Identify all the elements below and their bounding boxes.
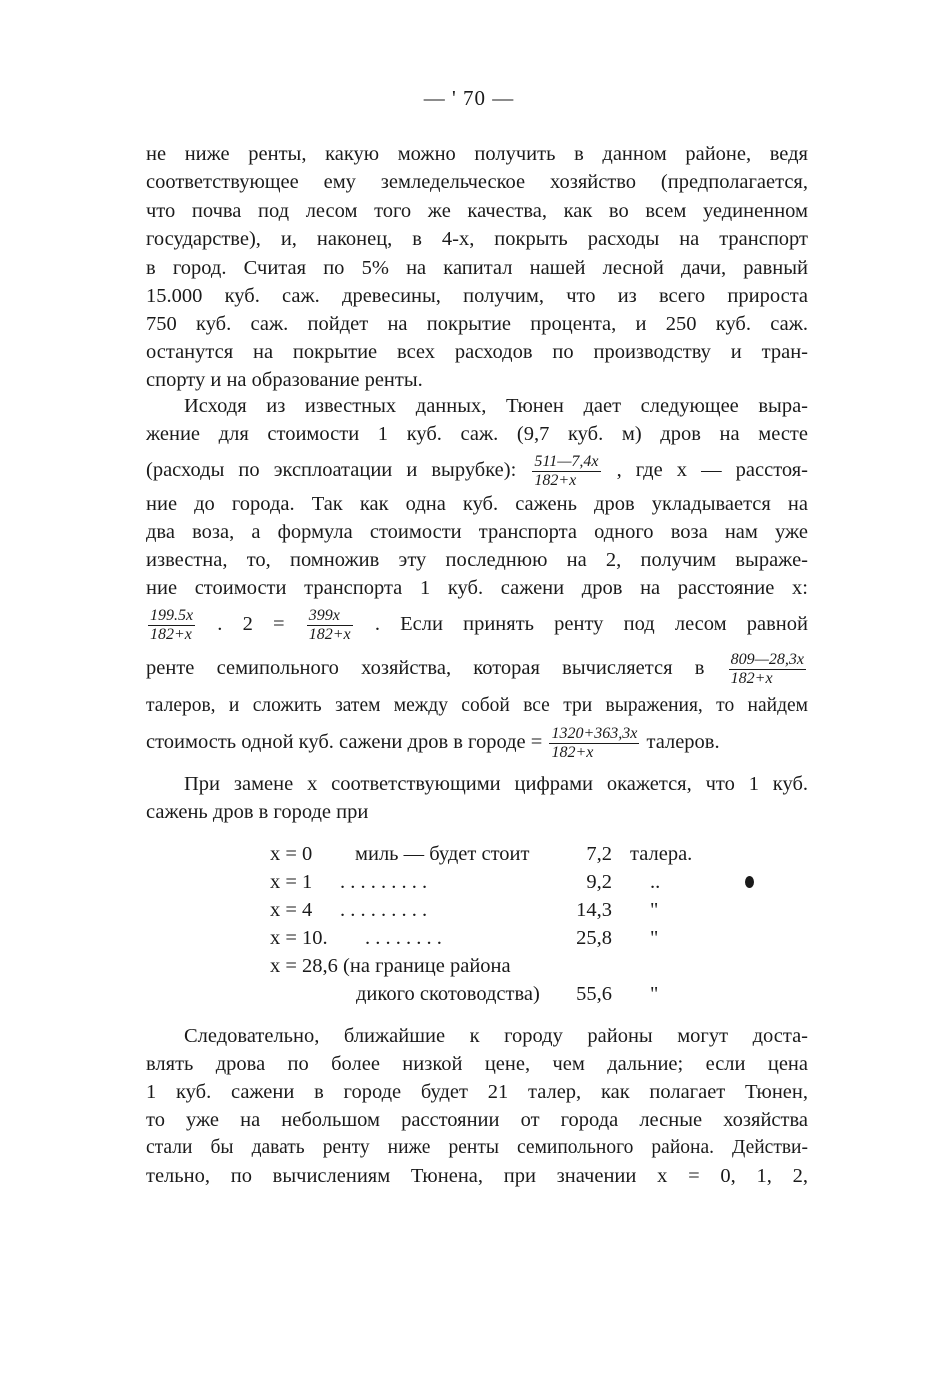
formula-line bbox=[146, 722, 808, 762]
table-cell-mid: дикого скотоводства) bbox=[356, 983, 540, 1005]
text-line: останутся на покрытие всех расходов по производству и тран- bbox=[146, 341, 808, 363]
table-cell-value: 14,3 bbox=[576, 899, 612, 921]
table-cell-x: x = 4 bbox=[270, 899, 313, 921]
fraction-transport bbox=[148, 607, 195, 644]
text-line: ние до города. Так как одна куб. сажень дров укладывается на bbox=[146, 493, 808, 515]
table-cell-unit: " bbox=[650, 899, 659, 921]
fraction-rent bbox=[729, 651, 806, 688]
text-line: сажень дров в городе при bbox=[146, 801, 369, 823]
table-cell-mid: . . . . . . . . . bbox=[340, 899, 428, 921]
page-number: — ' 70 — bbox=[423, 86, 515, 110]
text-line: При замене x соответствующими цифрами окажется, что 1 куб. bbox=[184, 773, 808, 795]
fraction-numerator: 1320+363,3x bbox=[551, 724, 638, 742]
text-line: соответствующее ему земледельческое хозяйство (предполагается, bbox=[146, 171, 808, 193]
fraction-denominator: 182+x bbox=[308, 625, 351, 643]
text-line: влять дрова по более низкой цене, чем дальние; если цена bbox=[146, 1053, 808, 1075]
text-line: 1 куб. сажени в городе будет 21 талер, как полагает Тюнен, bbox=[146, 1081, 808, 1103]
table-cell-unit: " bbox=[650, 983, 659, 1005]
fraction-numerator: 199.5x bbox=[150, 606, 194, 624]
text-line: не ниже ренты, какую можно получить в данном районе, ведя bbox=[146, 143, 808, 165]
table-cell-value: 9,2 bbox=[586, 871, 612, 893]
formula-text: . 2 = bbox=[217, 613, 285, 635]
formula-line bbox=[146, 604, 808, 644]
fraction-denominator: 182+x bbox=[551, 743, 594, 761]
formula-text: (расходы по эксплоатации и вырубке): bbox=[146, 459, 517, 481]
table-cell-unit: .. bbox=[650, 871, 661, 893]
formula-line bbox=[146, 648, 808, 688]
table-cell-x: x = 10. bbox=[270, 927, 328, 949]
text-line: Следовательно, ближайшие к городу районы могут доста- bbox=[184, 1025, 808, 1047]
text-line: 750 куб. саж. пойдет на покрытие процента, и 250 куб. саж. bbox=[146, 313, 808, 335]
fraction-cost bbox=[532, 453, 600, 490]
fraction-numerator: 809—28,3x bbox=[730, 650, 804, 668]
formula-text: ренте семипольного хозяйства, которая вычисляется в bbox=[146, 657, 705, 679]
text-line: два воза, а формула стоимости транспорта одного воза нам уже bbox=[146, 521, 808, 543]
formula-text: . Если принять ренту под лесом равной bbox=[374, 613, 808, 635]
text-line: ние стоимости транспорта 1 куб. сажени дров на расстояние x: bbox=[146, 577, 808, 599]
text-line: государстве), и, наконец, в 4-х, покрыть расходы на транспорт bbox=[146, 228, 808, 250]
fraction-numerator: 511—7,4x bbox=[534, 452, 599, 470]
text-line: талеров, и сложить затем между собой все три выражения, то найдем bbox=[146, 695, 808, 716]
table-cell-x: x = 28,6 (на границе района bbox=[270, 955, 511, 977]
formula-text: , где x — расстоя- bbox=[616, 459, 809, 481]
table-cell-x: x = 0 bbox=[270, 843, 313, 865]
text-line: то уже на небольшом расстоянии от города лесные хозяйства bbox=[146, 1109, 808, 1131]
table-cell-unit: талера. bbox=[630, 843, 693, 865]
fraction-numerator: 399x bbox=[307, 607, 353, 626]
fraction-denominator: 182+x bbox=[730, 669, 773, 687]
text-line: стали бы давать ренту ниже ренты семипольного района. Действи- bbox=[146, 1137, 808, 1158]
table-cell-mid: . . . . . . . . . bbox=[340, 871, 428, 893]
text-line: жение для стоимости 1 куб. саж. (9,7 куб. м) дров на месте bbox=[146, 423, 808, 445]
fraction-denominator: 182+x bbox=[150, 625, 192, 643]
fraction-transport-total bbox=[307, 607, 353, 644]
text-line: Исходя из известных данных, Тюнен дает следующее выра- bbox=[184, 395, 808, 417]
text-line: известна, то, помножив эту последнюю на 2, получим выраже- bbox=[146, 549, 808, 571]
table-cell-mid: . . . . . . . . bbox=[365, 927, 442, 949]
text-line: что почва под лесом того же качества, как во всем уединенном bbox=[146, 200, 808, 222]
text-line: тельно, по вычислениям Тюнена, при значении x = 0, 1, 2, bbox=[146, 1165, 808, 1187]
text-line: спорту и на образование ренты. bbox=[146, 369, 423, 391]
formula-text: талеров. bbox=[646, 731, 720, 753]
text-line: 15.000 куб. саж. древесины, получим, что из всего прироста bbox=[146, 285, 808, 307]
fraction-denominator: 182+x bbox=[534, 471, 577, 489]
table-cell-x: x = 1 bbox=[270, 871, 313, 893]
formula-text: стоимость одной куб. сажени дров в городе = bbox=[146, 731, 543, 753]
formula-line bbox=[146, 452, 808, 490]
text-line: в город. Считая по 5% на капитал нашей лесной дачи, равный bbox=[146, 257, 808, 279]
table-cell-value: 7,2 bbox=[586, 843, 612, 865]
fraction-city-price bbox=[549, 725, 639, 762]
table-cell-value: 55,6 bbox=[576, 983, 612, 1005]
table-cell-mid: миль — будет стоит bbox=[355, 843, 530, 865]
ink-dot bbox=[745, 876, 754, 888]
table-cell-unit: " bbox=[650, 927, 659, 949]
table-cell-value: 25,8 bbox=[576, 927, 612, 949]
